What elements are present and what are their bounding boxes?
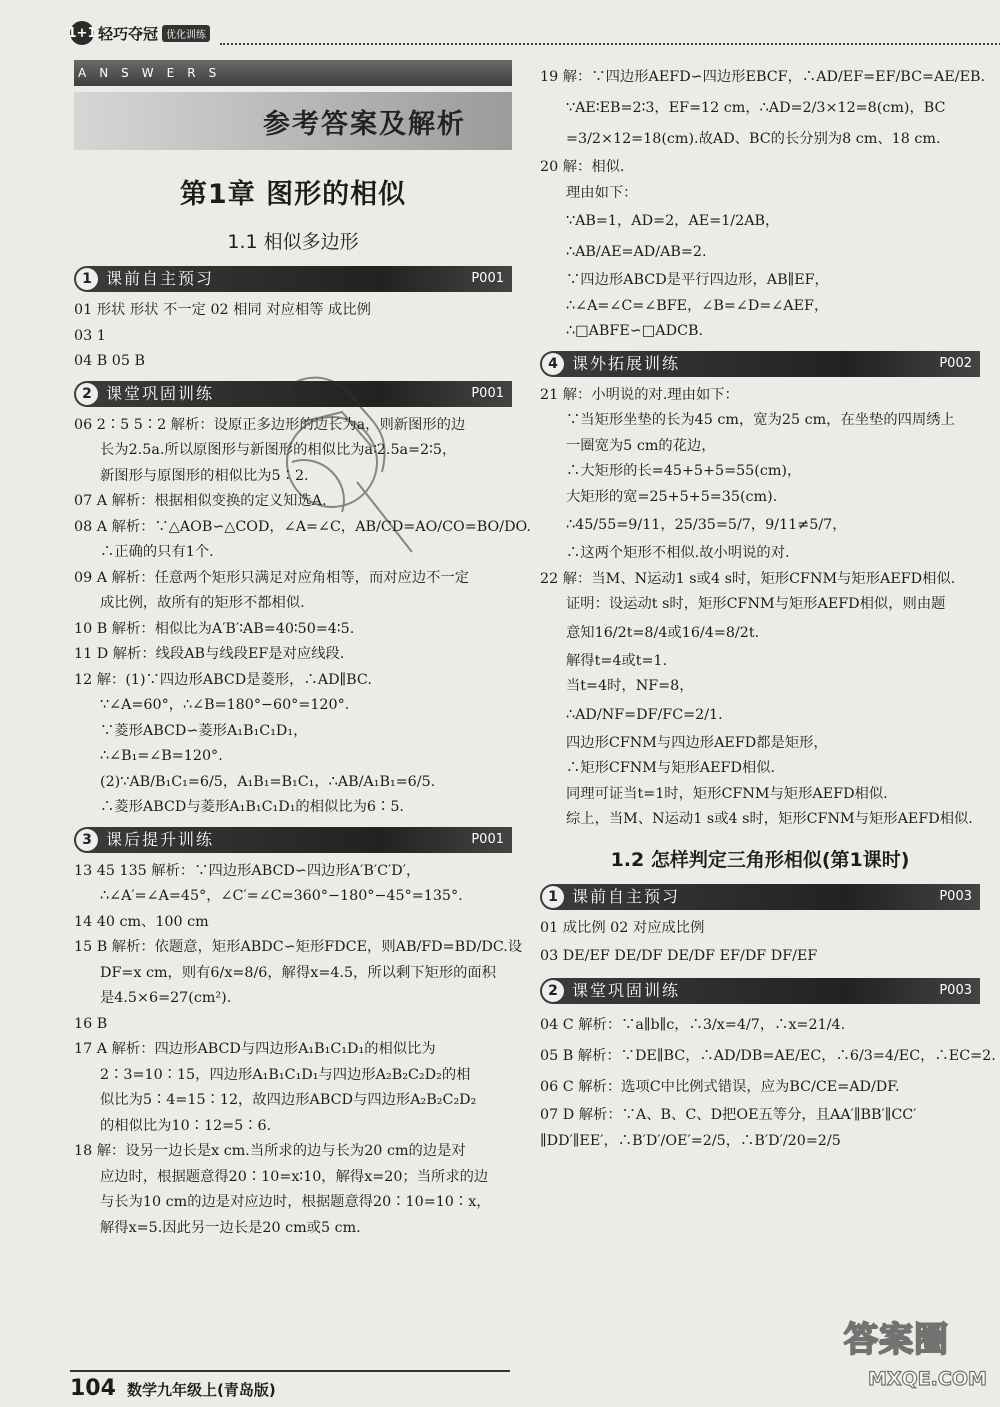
answer-line: 20 解：相似. <box>540 159 625 175</box>
answer-line: ∴大矩形的长=45+5+5=55(cm)， <box>566 463 802 479</box>
answer-line: 意知16/2t=8/4或16/4=8/2t. <box>566 624 760 641</box>
section-title: 1.1 相似多边形 <box>227 231 359 253</box>
answer-line: ∴∠A=∠C=∠BFE，∠B=∠D=∠AEF， <box>566 297 829 314</box>
answer-line: ∴正确的只有1个. <box>100 544 214 560</box>
answer-line: 的相似比为10∶12=5∶6. <box>100 1117 272 1134</box>
answer-line: ∴AD/NF=DF/FC=2/1. <box>566 706 723 723</box>
answer-line: 解得x=5.因此另一边长是20 cm或5 cm. <box>100 1219 361 1236</box>
brand-logo <box>67 20 210 46</box>
answer-line: 15 B 解析：依题意，矩形ABDC∽矩形FDCE，则AB/FD=BD/DC.设 <box>74 939 523 955</box>
logo-text: 轻巧夺冠 <box>98 24 159 43</box>
answer-line: 11 D 解析：线段AB与线段EF是对应线段. <box>74 646 345 662</box>
answer-line: 综上，当M、N运动1 s或4 s时，矩形CFNM与矩形AEFD相似. <box>566 811 973 827</box>
answer-block <box>540 383 980 833</box>
answer-line: 06 2∶5 5∶2 解析：设原正多边形的边长为a，则新图形的边 <box>74 416 466 433</box>
page-header <box>67 18 980 50</box>
answer-line: ∵∠A=60°，∴∠B=180°−60°=120°. <box>100 697 350 713</box>
answer-line: 22 解：当M、N运动1 s或4 s时，矩形CFNM与矩形AEFD相似. <box>540 570 956 587</box>
answer-line: ∵当矩形坐垫的长为45 cm，宽为25 cm，在坐垫的四周绣上 <box>566 412 955 428</box>
answer-line: 18 解：设另一边长是x cm.当所求的边与长为20 cm的边是对 <box>74 1143 466 1159</box>
answer-line: 17 A 解析：四边形ABCD与四边形A₁B₁C₁D₁的相似比为 <box>74 1041 436 1057</box>
chapter-title: 第1章 图形的相似 <box>179 179 407 210</box>
answer-line: 证明：设运动t s时，矩形CFNM与矩形AEFD相似，则由题 <box>566 596 946 612</box>
answers-banner: ANSWERS <box>74 60 512 86</box>
answer-line: 14 40 cm、100 cm <box>74 913 209 930</box>
answer-line: 似比为5∶4=15∶12，故四边形ABCD与四边形A₂B₂C₂D₂ <box>100 1092 477 1108</box>
answer-line: ∴这两个矩形不相似.故小明说的对. <box>566 545 790 561</box>
section-bar-preview <box>74 266 512 292</box>
answer-line: 04 C 解析：∵a∥b∥c，∴3/x=4/7，∴x=21/4. <box>540 1017 846 1033</box>
answer-line: DF=x cm，则有6/x=8/6，解得x=4.5，所以剩下矩形的面积 <box>100 964 497 981</box>
answer-line: 解得t=4或t=1. <box>566 652 668 669</box>
section-bar-label: 课前自主预习 <box>572 886 681 906</box>
answer-line: ∥DD′∥EE′，∴B′D′/OE′=2/5，∴B′D′/20=2/5 <box>540 1132 841 1149</box>
section-bar-homework <box>74 827 512 853</box>
answer-line: 长为2.5a.所以原图形与新图形的相似比为a∶2.5a=2∶5， <box>100 442 457 458</box>
answer-block <box>540 62 986 345</box>
page-footer <box>70 1376 276 1401</box>
book-title: 数学九年级上(青岛版) <box>127 1381 276 1399</box>
answer-block <box>540 916 980 973</box>
section-number-badge: 2 <box>542 980 564 1002</box>
answer-line: 07 A 解析：根据相似变换的定义知选A. <box>74 493 327 509</box>
section-bar-label: 课堂巩固训练 <box>106 383 215 403</box>
section-bar-label: 课外拓展训练 <box>572 353 681 373</box>
section-bar-page: P003 <box>939 888 972 904</box>
section-bar-label: 课后提升训练 <box>106 829 215 849</box>
section-number-badge: 4 <box>542 353 564 375</box>
answer-line: 理由如下： <box>566 184 638 201</box>
header-dotted-rule <box>220 43 1000 45</box>
answer-line: 新图形与原图形的相似比为5∶2. <box>100 467 309 484</box>
answer-line: 03 DE/EF DE/DF DE/DF EF/DF DF/EF <box>540 948 818 964</box>
section-bar-preview-2 <box>540 884 980 910</box>
answer-line: 与长为10 cm的边是对应边时，根据题意得20∶10=10∶x， <box>100 1194 491 1210</box>
answer-line: 成比例，故所有的矩形不都相似. <box>100 595 305 611</box>
answer-line: ∴菱形ABCD与菱形A₁B₁C₁D₁的相似比为6∶5. <box>100 799 404 815</box>
section-title: 1.2 怎样判定三角形相似(第1课时) <box>610 848 910 871</box>
answer-line: ∴矩形CFNM与矩形AEFD相似. <box>566 760 776 776</box>
section-bar-label: 课前自主预习 <box>106 269 215 288</box>
answer-line: 大矩形的宽=25+5+5=35(cm). <box>566 488 778 505</box>
answer-line: 一圈宽为5 cm的花边， <box>566 437 716 454</box>
answer-line: 09 A 解析：任意两个矩形只满足对应角相等，而对应边不一定 <box>74 569 470 586</box>
answer-line: ∴45/55=9/11，25/35=5/7，9/11≠5/7， <box>566 517 847 533</box>
section-bar-page: P003 <box>939 983 972 998</box>
answer-line: 13 45 135 解析：∵四边形ABCD∽四边形A′B′C′D′， <box>74 862 421 879</box>
answer-line: 四边形CFNM与四边形AEFD都是矩形， <box>566 734 828 751</box>
site-watermark <box>842 1312 992 1402</box>
section-bar-label: 课堂巩固训练 <box>572 981 681 1000</box>
answer-line: ∴AB/AE=AD/AB=2. <box>566 244 707 260</box>
answer-line: 19 解：∵四边形AEFD∽四边形EBCF，∴AD/EF=EF/BC=AE/EB. <box>540 69 986 85</box>
answer-line: 08 A 解析：∵△AOB∽△COD，∠A=∠C，AB/CD=AO/CO=BO/DO. <box>74 518 531 535</box>
section-number-badge: 3 <box>76 829 98 851</box>
answer-line: ∵AB=1，AD=2，AE=1/2AB， <box>566 213 780 229</box>
answer-line: 10 B 解析：相似比为A′B′∶AB=40∶50=4∶5. <box>74 620 355 637</box>
answer-line: 2∶3=10∶15，四边形A₁B₁C₁D₁与四边形A₂B₂C₂D₂的相 <box>100 1066 471 1083</box>
answer-line: 12 解：(1)∵四边形ABCD是菱形，∴AD∥BC. <box>74 671 372 688</box>
answer-line: =3/2×12=18(cm).故AD、BC的长分别为8 cm、18 cm. <box>566 131 941 147</box>
section-bar-page: P001 <box>471 385 504 401</box>
section-number-badge: 1 <box>76 268 98 290</box>
answer-line: 当t=4时，NF=8， <box>566 678 694 694</box>
page-title: 参考答案及解析 <box>263 109 466 140</box>
answer-line: ∵AE∶EB=2∶3，EF=12 cm，∴AD=2/3×12=8(cm)，BC <box>566 100 946 116</box>
answer-line: 同理可证当t=1时，矩形CFNM与矩形AEFD相似. <box>566 785 888 802</box>
answer-block <box>540 1010 996 1154</box>
ink-stamp-icon <box>262 352 432 572</box>
answer-line: ∴□ABFE∽□ADCB. <box>566 323 704 339</box>
footer-rule <box>70 1370 510 1372</box>
section-bar-classwork-2 <box>540 978 980 1004</box>
logo-tag: 优化训练 <box>162 25 210 42</box>
answer-line: 01 成比例 02 对应成比例 <box>540 919 705 936</box>
answer-line: ∵菱形ABCD∽菱形A₁B₁C₁D₁， <box>100 722 308 739</box>
watermark-url: MXQE.COM <box>868 1368 987 1390</box>
answer-line: ∴∠A′=∠A=45°，∠C′=∠C=360°−180°−45°=135°. <box>100 888 463 904</box>
watermark-text: 答案圈 <box>844 1320 949 1360</box>
section-bar-page: P001 <box>471 831 504 847</box>
section-bar-page: P002 <box>939 355 972 371</box>
answer-line: ∵四边形ABCD是平行四边形，AB∥EF， <box>566 272 829 288</box>
section-bar-page: P001 <box>471 271 504 286</box>
answer-line: 01 形状 形状 不一定 02 相同 对应相等 成比例 <box>74 302 371 318</box>
answer-line: 07 D 解析：∵A、B、C、D把OE五等分，且AA′∥BB′∥CC′ <box>540 1107 917 1123</box>
answer-line: 16 B <box>74 1015 108 1032</box>
title-banner <box>74 92 512 150</box>
section-number-badge: 1 <box>542 886 564 908</box>
answer-line: ∴∠B₁=∠B=120°. <box>100 748 223 764</box>
answer-line: (2)∵AB/B₁C₁=6/5，A₁B₁=B₁C₁，∴AB/A₁B₁=6/5. <box>100 773 436 790</box>
page-number: 104 <box>70 1376 116 1401</box>
answer-block <box>74 859 523 1242</box>
section-number-badge: 2 <box>76 383 98 405</box>
right-column <box>540 62 996 1154</box>
left-column <box>74 60 531 1241</box>
answer-line: 是4.5×6=27(cm²). <box>100 990 232 1006</box>
answer-line: 21 解：小明说的对.理由如下： <box>540 386 739 403</box>
section-bar-extension <box>540 351 980 377</box>
answer-line: 03 1 <box>74 327 106 344</box>
answer-line: 04 B 05 B <box>74 353 146 369</box>
logo-mark-icon: 1+1 <box>70 21 94 45</box>
answer-line: 应边时，根据题意得20∶10=x∶10，解得x=20；当所求的边 <box>100 1168 489 1185</box>
answer-line: 05 B 解析：∵DE∥BC，∴AD/DB=AE/EC，∴6/3=4/EC，∴EC=2. <box>540 1048 996 1064</box>
answer-line: 06 C 解析：选项C中比例式错误，应为BC/CE=AD/DF. <box>540 1079 900 1095</box>
